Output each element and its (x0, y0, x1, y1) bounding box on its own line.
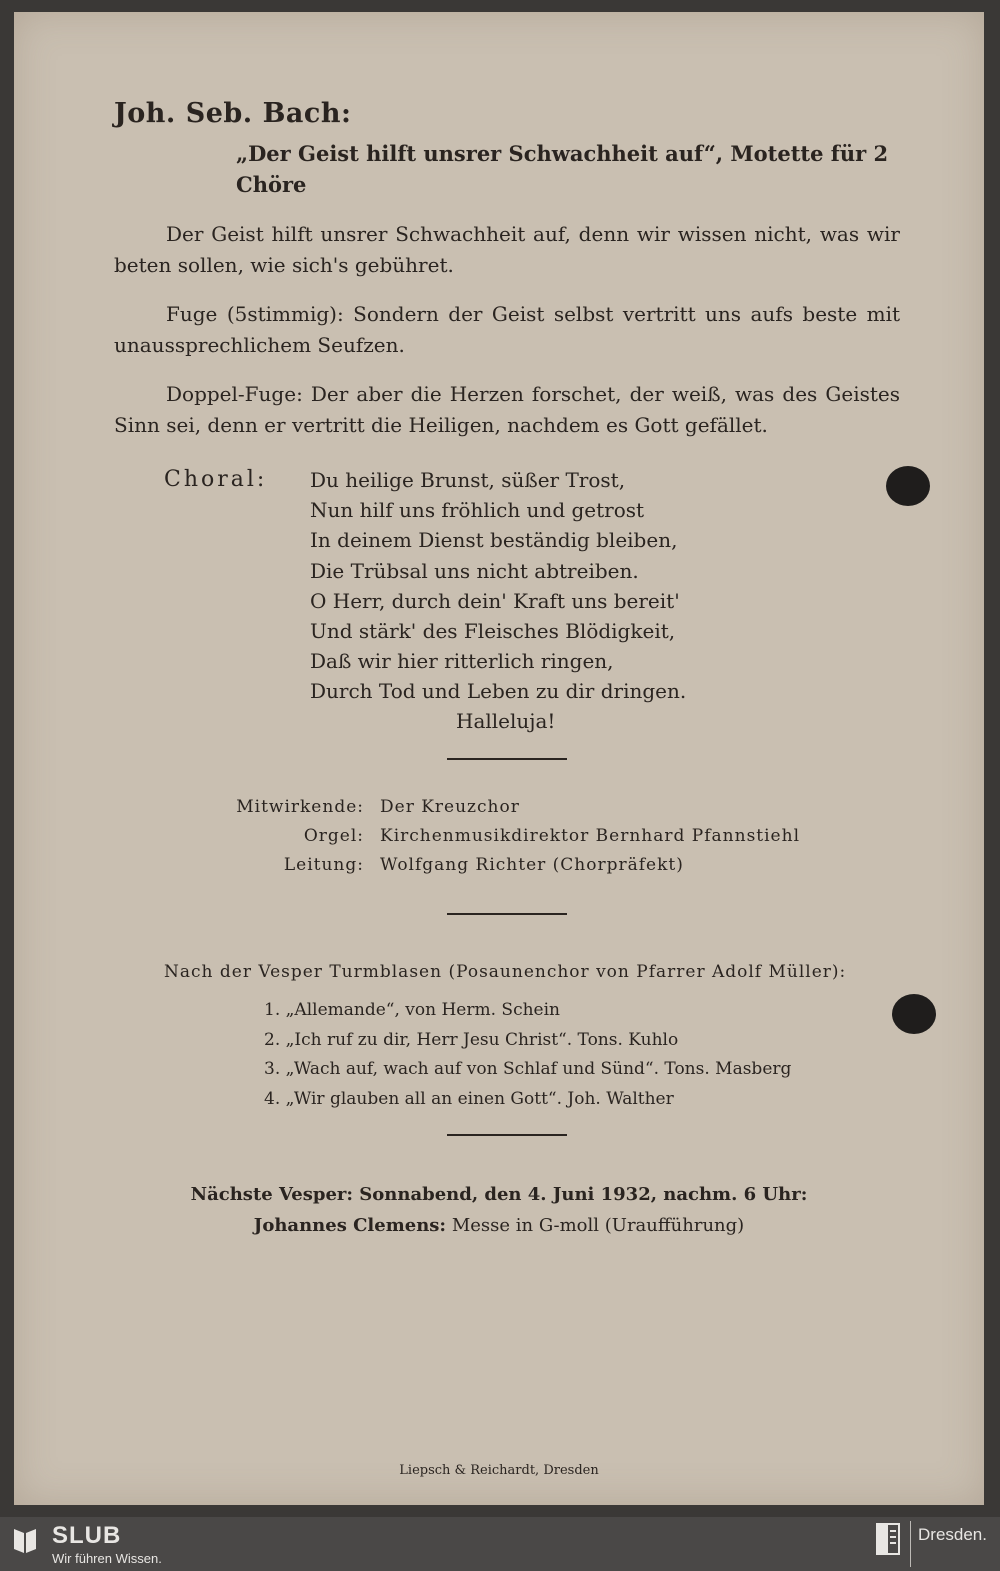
punch-hole (892, 994, 936, 1034)
list-item: 3. „Wach auf, wach auf von Schlaf und Sünd“. Tons. Masberg (264, 1059, 792, 1079)
choral-line: Die Trübsal uns nicht abtreiben. (310, 558, 639, 583)
list-item: 4. „Wir glauben all an einen Gott“. Joh. Walther (264, 1088, 674, 1109)
choral-line: Daß wir hier ritterlich ringen, (310, 649, 614, 674)
printer-imprint: Liepsch & Reichardt, Dresden (399, 1463, 599, 1478)
divider (910, 1521, 911, 1567)
punch-hole (886, 466, 930, 506)
dresden-logo-text[interactable]: Dresden. (918, 1525, 987, 1544)
divider (447, 758, 567, 760)
book-icon (12, 1525, 38, 1555)
viewer-footer (0, 1517, 1000, 1571)
halleluja: Halleluja! (456, 709, 556, 733)
choral-line: In deinem Dienst beständig bleiben, (310, 528, 678, 553)
organ-label: Orgel: (303, 826, 364, 846)
choral-label: Choral: (164, 467, 268, 492)
list-item: 1. „Allemande“, von Herm. Schein (264, 1000, 560, 1020)
list-item: 2. „Ich ruf zu dir, Herr Jesu Christ“. Tons. Kuhlo (264, 1029, 679, 1050)
next-vesper-work: Messe in G-moll (Uraufführung) (451, 1215, 745, 1236)
performer-value: Der Kreuzchor (380, 797, 520, 817)
composer-heading: Joh. Seb. Bach: (114, 98, 352, 129)
divider (447, 1134, 567, 1136)
library-tagline: Wir führen Wissen. (52, 1551, 162, 1566)
choral-verse (310, 465, 686, 707)
document-page (14, 12, 984, 1505)
paragraph-1: Der Geist hilft unsrer Schwachheit auf, denn wir wissen nicht, was wir beten sollen, wie sich's gebühret. (114, 222, 900, 277)
paragraph-doppel-fuge: Doppel-Fuge: Der aber die Herzen forschet, der weiß, was des Geistes Sinn sei, denn er vertritt die Heiligen, nachdem es Gott gefället. (114, 382, 900, 437)
conductor-value: Wolfgang Richter (Chorpräfekt) (380, 855, 684, 875)
choral-line: Nun hilf uns fröhlich und getrost (310, 498, 645, 523)
next-vesper-date: Nächste Vesper: Sonnabend, den 4. Juni 1932, nachm. 6 Uhr: (190, 1184, 808, 1205)
tower-program (264, 996, 791, 1114)
next-vesper-program (14, 1215, 984, 1236)
dresden-shield-icon (876, 1523, 900, 1555)
performer-label: Mitwirkende: (236, 797, 364, 817)
choral-line: Und stärk' des Fleisches Blödigkeit, (310, 619, 676, 644)
library-name[interactable]: SLUB (52, 1522, 122, 1549)
choral-line: Du heilige Brunst, süßer Trost, (310, 468, 626, 492)
paragraph-fuge: Fuge (5stimmig): Sondern der Geist selbst vertritt uns aufs beste mit unaussprechlichem Seufzen. (114, 302, 900, 357)
choral-line: Durch Tod und Leben zu dir dringen. (310, 679, 687, 704)
organ-value: Kirchenmusikdirektor Bernhard Pfannstiehl (380, 826, 801, 846)
choral-line: O Herr, durch dein' Kraft uns bereit' (310, 588, 680, 613)
conductor-label: Leitung: (283, 855, 364, 875)
divider (447, 913, 567, 915)
next-vesper-composer: Johannes Clemens: (253, 1215, 447, 1236)
tower-title: Nach der Vesper Turmblasen (Posaunenchor von Pfarrer Adolf Müller): (164, 962, 847, 982)
work-title: „Der Geist hilft unsrer Schwachheit auf“, Motette für 2 Chöre (236, 141, 889, 197)
